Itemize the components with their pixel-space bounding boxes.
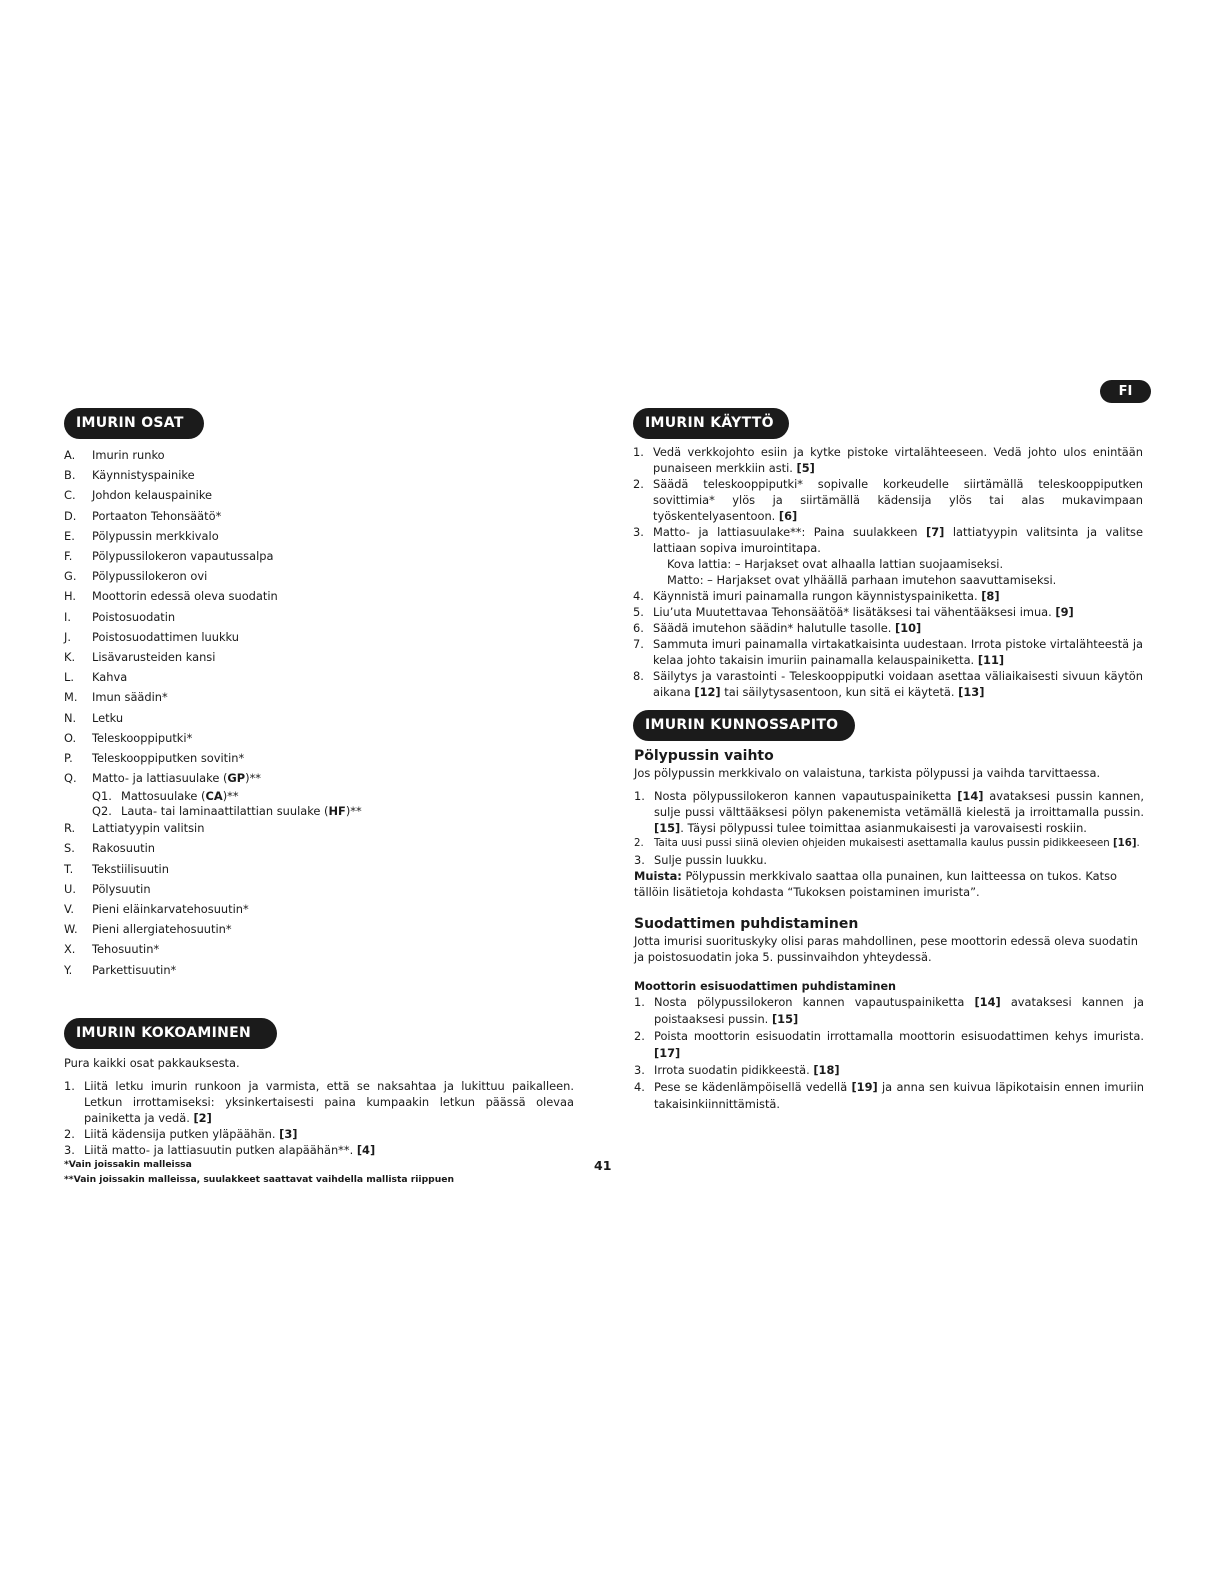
list-item [64, 506, 584, 526]
step-text [84, 1142, 574, 1158]
list-item [64, 1142, 574, 1158]
step-number: 8. [633, 669, 644, 683]
footnote-double-asterisk: **Vain joissakin malleissa, suulakkeet saattavat vaihdella mallista riippuen [64, 1174, 455, 1185]
item-code: CA [205, 788, 223, 803]
item-letter: R. [64, 821, 76, 836]
list-item [64, 647, 584, 667]
item-text: Poistosuodattimen luukku [92, 629, 240, 644]
bag-intro: Jos pölypussin merkkivalo on valaistuna, tarkista pölypussi ja vaihda tarvittaessa. [634, 766, 1101, 780]
item-text: Kahva [92, 670, 128, 685]
step-text [653, 588, 1143, 604]
item-text: Letku [92, 710, 124, 725]
step-text [654, 994, 1144, 1028]
item-code: GP [227, 771, 246, 786]
figure-ref: [18] [813, 1063, 840, 1077]
step-number: 2. [634, 838, 644, 849]
figure-ref: [5] [796, 461, 815, 475]
list-item [633, 620, 1143, 636]
sublist-item [92, 788, 584, 803]
filter-intro: Jotta imurisi suorituskyky olisi paras mahdollinen, pese moottorin edessä oleva suodatin ja poistosuodatin joka 5. pussinvaihdon yhteydessä. [634, 934, 1138, 964]
assembly-intro: Pura kaikki osat pakkauksesta. [64, 1056, 240, 1070]
item-letter: C. [64, 488, 76, 503]
item-letter: Q. [64, 771, 77, 786]
step-text-pre: Säilytys ja varastointi - Teleskooppiputki voidaan asettaa väliaikaisesti sivuun käytön aikana [653, 669, 1143, 699]
item-text: Imun säädin* [92, 690, 168, 705]
figure-ref: [10] [895, 621, 922, 635]
list-item [634, 788, 1144, 836]
step-text-post: lattiatyypin valitsinta ja valitse lattiaan sopiva imurointitapa. [653, 525, 1144, 555]
item-text: Lattiatyypin valitsin [92, 821, 205, 836]
list-item [64, 627, 584, 647]
item-text: Moottorin edessä oleva suodatin [92, 589, 278, 604]
list-item [64, 667, 584, 687]
list-item [633, 476, 1143, 524]
item-letter: Q1. [92, 788, 112, 803]
list-item [64, 899, 584, 919]
step-text-main: Säädä imutehon säädin* halutulle tasolle. [653, 621, 892, 635]
item-letter: G. [64, 569, 77, 584]
step-text-main: Liitä kädensija putken yläpäähän. [84, 1127, 276, 1141]
step-text-main: Poista moottorin esisuodatin irrottamalla moottorin esisuodattimen kehys imurista. [654, 1029, 1144, 1043]
step-text [654, 1028, 1144, 1062]
parts-list [64, 445, 584, 980]
list-item [64, 838, 584, 858]
step-number: 6. [633, 621, 644, 635]
item-text-post: )** [245, 771, 261, 786]
step-text-mid: avataksesi kannen ja poistaaksesi pussin. [654, 995, 1144, 1026]
figure-ref: [15] [654, 821, 681, 835]
list-item [64, 919, 584, 939]
step-text-post: . Täysi pölypussi tulee toimittaa asianmukaisesti ja varovaisesti roskiin. [680, 821, 1087, 835]
step-text [653, 524, 1143, 556]
item-letter: A. [64, 448, 76, 463]
step-number: 7. [633, 637, 644, 651]
step-text-pre: Matto- ja lattiasuulake**: Paina suulakkeen [653, 525, 918, 539]
page-number: 41 [594, 1158, 612, 1173]
list-item [634, 836, 1144, 852]
item-text: Parkettisuutin* [92, 962, 177, 977]
list-item [64, 1078, 574, 1126]
item-text: Teleskooppiputken sovitin* [92, 750, 245, 765]
figure-ref: [14] [974, 995, 1001, 1009]
step-text-pre: Nosta pölypussilokeron kannen vapautuspainiketta [654, 995, 965, 1009]
item-text: Lisävarusteiden kansi [92, 649, 216, 664]
step-text [654, 1062, 1144, 1079]
section-title-assembly: IMURIN KOKOAMINEN [64, 1018, 277, 1049]
item-letter: M. [64, 690, 78, 705]
step-number: 1. [634, 995, 645, 1009]
subheading-bag: Pölypussin vaihto [634, 748, 774, 764]
item-letter: F. [64, 549, 73, 564]
subheading-filter: Suodattimen puhdistaminen [634, 916, 859, 932]
item-text: Tehosuutin* [92, 942, 160, 957]
step-number: 3. [634, 853, 645, 867]
item-text [92, 770, 584, 786]
usage-section [633, 444, 1143, 700]
list-item [64, 879, 584, 899]
step-text-post: ja anna sen kuivua läpikotaisin ennen imuriin takaisinkiinnittämistä. [654, 1080, 1144, 1111]
step-text-pre: Nosta pölypussilokeron kannen vapautuspainiketta [654, 789, 952, 803]
item-letter: E. [64, 528, 75, 543]
figure-ref: [15] [771, 1012, 799, 1026]
list-item [633, 524, 1143, 556]
item-letter: W. [64, 922, 78, 937]
step-number: 2. [64, 1127, 75, 1141]
list-item [64, 728, 584, 748]
item-code: HF [328, 803, 346, 818]
item-letter: B. [64, 468, 76, 483]
item-letter: Q2. [92, 803, 112, 818]
item-text: Pölysuutin [92, 881, 151, 896]
list-item [64, 960, 584, 980]
list-item [634, 1079, 1144, 1113]
item-letter: D. [64, 508, 77, 523]
list-item [64, 768, 584, 788]
item-letter: O. [64, 730, 77, 745]
figure-ref: [16] [1113, 838, 1137, 849]
item-text: Poistosuodatin [92, 609, 176, 624]
step-number: 1. [634, 789, 645, 803]
list-item [633, 604, 1143, 620]
item-letter: T. [64, 861, 74, 876]
step-number: 4. [634, 1080, 645, 1094]
figure-ref: [8] [981, 589, 1000, 603]
item-text-post: )** [345, 803, 362, 818]
step-text [84, 1126, 574, 1142]
list-item [64, 526, 584, 546]
step-number: 1. [64, 1079, 75, 1093]
step-text [654, 836, 1144, 852]
item-letter: S. [64, 841, 75, 856]
list-item [64, 939, 584, 959]
item-text: Pölypussilokeron vapautussalpa [92, 549, 274, 564]
item-text-post: )** [222, 788, 239, 803]
item-text-pre: Lauta- tai laminaattilattian suulake ( [121, 803, 329, 818]
bag-steps [634, 788, 1144, 868]
item-letter: N. [64, 710, 77, 725]
item-text [121, 788, 239, 804]
note [634, 868, 1144, 900]
step-text [654, 788, 1144, 836]
step-text: Sulje pussin luukku. [654, 853, 768, 867]
step-text-pre: Pese se kädenlämpöisellä vedellä [654, 1080, 848, 1094]
item-text-pre: Mattosuulake ( [121, 788, 206, 803]
figure-ref: [4] [356, 1143, 376, 1157]
step-text-main: Vedä verkkojohto esiin ja kytke pistoke virtalähteeseen. Vedä johto ulos enintään punaiseen merkkiin asti. [653, 445, 1143, 475]
list-item [634, 852, 1144, 868]
sublist [64, 788, 584, 818]
section-title-usage: IMURIN KÄYTTÖ [633, 408, 789, 439]
figure-ref: [11] [977, 653, 1005, 667]
section-title-parts: IMURIN OSAT [64, 408, 204, 439]
maintenance-section [634, 748, 1144, 1113]
list-item [64, 1126, 574, 1142]
step-number: 2. [634, 1029, 645, 1043]
step-text-main: Irrota suodatin pidikkeestä. [654, 1063, 810, 1077]
figure-ref: [13] [958, 685, 985, 699]
note-text: Pölypussin merkkivalo saattaa olla punainen, kun laitteessa on tukos. Katso tällöin lisätietoja kohdasta “Tukoksen poistaminen imurista”. [634, 869, 1118, 899]
list-item [64, 465, 584, 485]
item-text: Johdon kelauspainike [92, 488, 213, 503]
step-text-main: Sammuta imuri painamalla virtakatkaisinta uudestaan. Irrota pistoke virtalähteestä ja kelaa johto takaisin imuriin painamalla kelauspainiketta. [653, 637, 1143, 667]
item-text: Käynnistyspainike [92, 468, 195, 483]
usage-steps [633, 444, 1143, 700]
figure-ref: [12] [694, 685, 721, 699]
step-text-main: Liu’uta Muutettavaa Tehonsäätöä* lisätäksesi tai vähentääksesi imua. [653, 605, 1052, 619]
list-item [64, 707, 584, 727]
subheading-prefilter: Moottorin esisuodattimen puhdistaminen [634, 980, 897, 993]
list-item [633, 668, 1143, 700]
item-letter: V. [64, 902, 74, 917]
list-item [64, 546, 584, 566]
step-text [653, 636, 1143, 668]
step-text-main: Säädä teleskooppiputki* sopivalle korkeudelle siirtämällä teleskooppiputken sovittimia* ylös ja siirtämällä kädensija ylös tai alas mukavimpaan työskentelyasentoon. [653, 477, 1143, 523]
item-text [121, 803, 362, 819]
item-letter: Y. [64, 962, 73, 977]
list-item [64, 607, 584, 627]
item-text: Pieni eläinkarvatehosuutin* [92, 902, 249, 917]
note-label: Muista: [634, 869, 682, 883]
list-item [64, 748, 584, 768]
item-letter: I. [64, 609, 71, 624]
usage-carpet: Matto: – Harjakset ovat ylhäällä parhaan imutehon saavuttamiseksi. [667, 573, 1057, 587]
list-item [634, 1062, 1144, 1079]
item-letter: K. [64, 649, 76, 664]
list-item [633, 588, 1143, 604]
list-item [64, 818, 584, 838]
step-text-main: Liitä matto- ja lattiasuutin putken alapäähän**. [84, 1143, 354, 1157]
list-item [64, 485, 584, 505]
language-badge: FI [1100, 380, 1151, 403]
step-number: 2. [633, 477, 644, 491]
figure-ref: [7] [926, 525, 945, 539]
step-number: 5. [633, 605, 644, 619]
item-text: Pieni allergiatehosuutin* [92, 922, 232, 937]
item-text: Pölypussin merkkivalo [92, 528, 219, 543]
list-item [64, 445, 584, 465]
list-item [64, 687, 584, 707]
assembly-steps [64, 1078, 574, 1158]
figure-ref: [17] [654, 1046, 681, 1060]
item-text: Portaaton Tehonsäätö* [92, 508, 222, 523]
step-text [654, 1079, 1144, 1113]
step-text-main: Käynnistä imuri painamalla rungon käynnistyspainiketta. [653, 589, 978, 603]
step-number: 3. [634, 1063, 645, 1077]
usage-hard-floor: Kova lattia: – Harjakset ovat alhaalla lattian suojaamiseksi. [667, 557, 1004, 571]
item-letter: P. [64, 750, 73, 765]
item-text: Rakosuutin [92, 841, 156, 856]
list-item [634, 1028, 1144, 1062]
step-text-mid: tai säilytysasentoon, kun sitä ei käytetä. [724, 685, 955, 699]
list-item [634, 994, 1144, 1028]
assembly-section [64, 1055, 574, 1158]
item-letter: U. [64, 881, 76, 896]
figure-ref: [14] [957, 789, 984, 803]
section-title-maintenance: IMURIN KUNNOSSAPITO [633, 710, 855, 741]
item-letter: J. [64, 629, 71, 644]
step-text-main: Liitä letku imurin runkoon ja varmista, että se naksahtaa ja lukittuu paikalleen. Letkun irrottamiseksi: yksinkertaisesti paina kumpaakin letkun päässä olevaa painiketta ja vedä. [84, 1079, 574, 1125]
item-letter: L. [64, 670, 74, 685]
step-number: 4. [633, 589, 644, 603]
item-text: Teleskooppiputki* [92, 730, 193, 745]
step-text [653, 476, 1143, 524]
list-item [64, 566, 584, 586]
figure-ref: [2] [193, 1111, 212, 1125]
step-text [653, 444, 1143, 476]
list-item [633, 444, 1143, 476]
figure-ref: [19] [851, 1080, 878, 1094]
step-text [653, 668, 1143, 700]
item-letter: H. [64, 589, 76, 604]
figure-ref: [6] [778, 509, 798, 523]
list-item [633, 636, 1143, 668]
figure-ref: [9] [1055, 605, 1074, 619]
footnote-single-asterisk: *Vain joissakin malleissa [64, 1159, 192, 1170]
step-text-main: Taita uusi pussi siinä olevien ohjeiden mukaisesti asettamalla kaulus pussin pidikkeeseen [654, 838, 1110, 849]
step-text [653, 620, 1143, 636]
item-text: Tekstiilisuutin [92, 861, 169, 876]
item-text: Pölypussilokeron ovi [92, 569, 208, 584]
figure-ref: [3] [279, 1127, 298, 1141]
step-text [653, 604, 1143, 620]
list-item [64, 586, 584, 606]
step-text-post: . [1136, 838, 1140, 849]
item-text: Imurin runko [92, 448, 165, 463]
item-letter: X. [64, 942, 76, 957]
step-number: 3. [633, 525, 644, 539]
item-text-pre: Matto- ja lattiasuulake ( [92, 771, 228, 786]
list-item [64, 859, 584, 879]
step-number: 3. [64, 1143, 75, 1157]
step-text [84, 1078, 574, 1126]
prefilter-steps [634, 994, 1144, 1113]
step-number: 1. [633, 445, 644, 459]
step-text-mid: avataksesi pussin kannen, sulje pussi välttääksesi pölyn pakenemista vetämällä kielestä ja irroittamalla pussin. [654, 789, 1144, 819]
sublist-item [92, 803, 584, 818]
